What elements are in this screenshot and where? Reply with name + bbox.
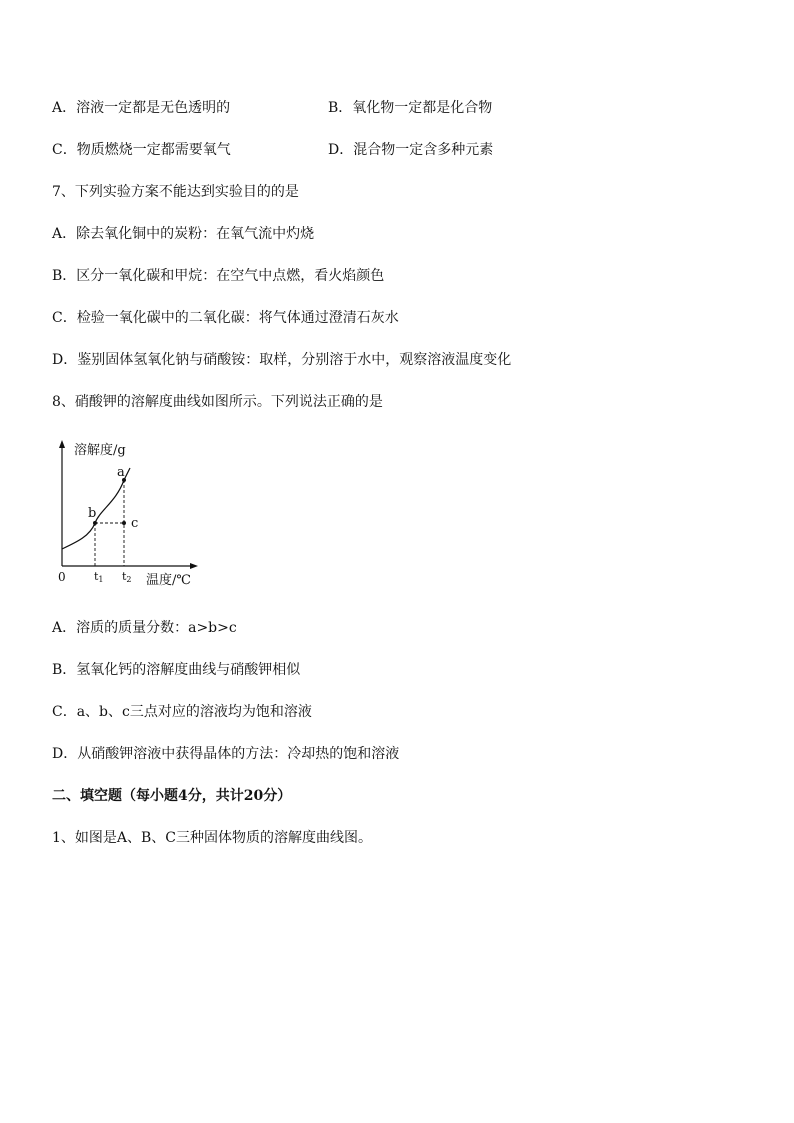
q7-stem: 7、下列实验方案不能达到实验目的的是: [52, 184, 299, 200]
q8-option-b: B．氢氧化钙的溶解度曲线与硝酸钾相似: [52, 662, 301, 678]
q7-option-c: C．检验一氧化碳中的二氧化碳：将气体通过澄清石灰水: [52, 310, 399, 326]
section2-q1: 1、如图是A、B、C三种固体物质的溶解度曲线图。: [52, 830, 373, 846]
y-axis-label: 溶解度/g: [74, 443, 126, 458]
q6-option-c: C．物质燃烧一定都需要氧气: [52, 142, 231, 158]
q8-stem: 8、硝酸钾的溶解度曲线如图所示。下列说法正确的是: [52, 394, 383, 410]
point-b: [93, 521, 97, 525]
point-a-label: a: [117, 465, 125, 480]
t2-label: t2: [122, 570, 132, 584]
q7-option-a: A．除去氧化铜中的炭粉：在氧气流中灼烧: [52, 226, 315, 242]
x-axis-arrow: [190, 563, 198, 569]
q6-option-d: D．混合物一定含多种元素: [328, 142, 494, 158]
origin-label: 0: [58, 570, 66, 584]
q8-option-c: C．a、b、c三点对应的溶液均为饱和溶液: [52, 704, 312, 720]
q6-option-a: A．溶液一定都是无色透明的: [52, 100, 231, 116]
t1-label: t1: [94, 570, 104, 584]
point-c-label: c: [131, 516, 139, 531]
solubility-curve-figure: [52, 436, 202, 592]
y-axis-arrow: [59, 440, 65, 448]
q8-option-a: A．溶质的质量分数：a>b>c: [52, 620, 237, 636]
point-c: [122, 521, 126, 525]
q8-option-d: D．从硝酸钾溶液中获得晶体的方法：冷却热的饱和溶液: [52, 746, 400, 762]
section2-title: 二、填空题（每小题4分，共计20分）: [52, 788, 292, 804]
x-axis-label: 温度/℃: [146, 573, 191, 588]
q7-option-b: B．区分一氧化碳和甲烷：在空气中点燃，看火焰颜色: [52, 268, 385, 284]
q6-option-b: B．氧化物一定都是化合物: [328, 100, 493, 116]
q7-option-d: D．鉴别固体氢氧化钠与硝酸铵：取样，分别溶于水中，观察溶液温度变化: [52, 352, 512, 368]
point-b-label: b: [88, 506, 97, 521]
